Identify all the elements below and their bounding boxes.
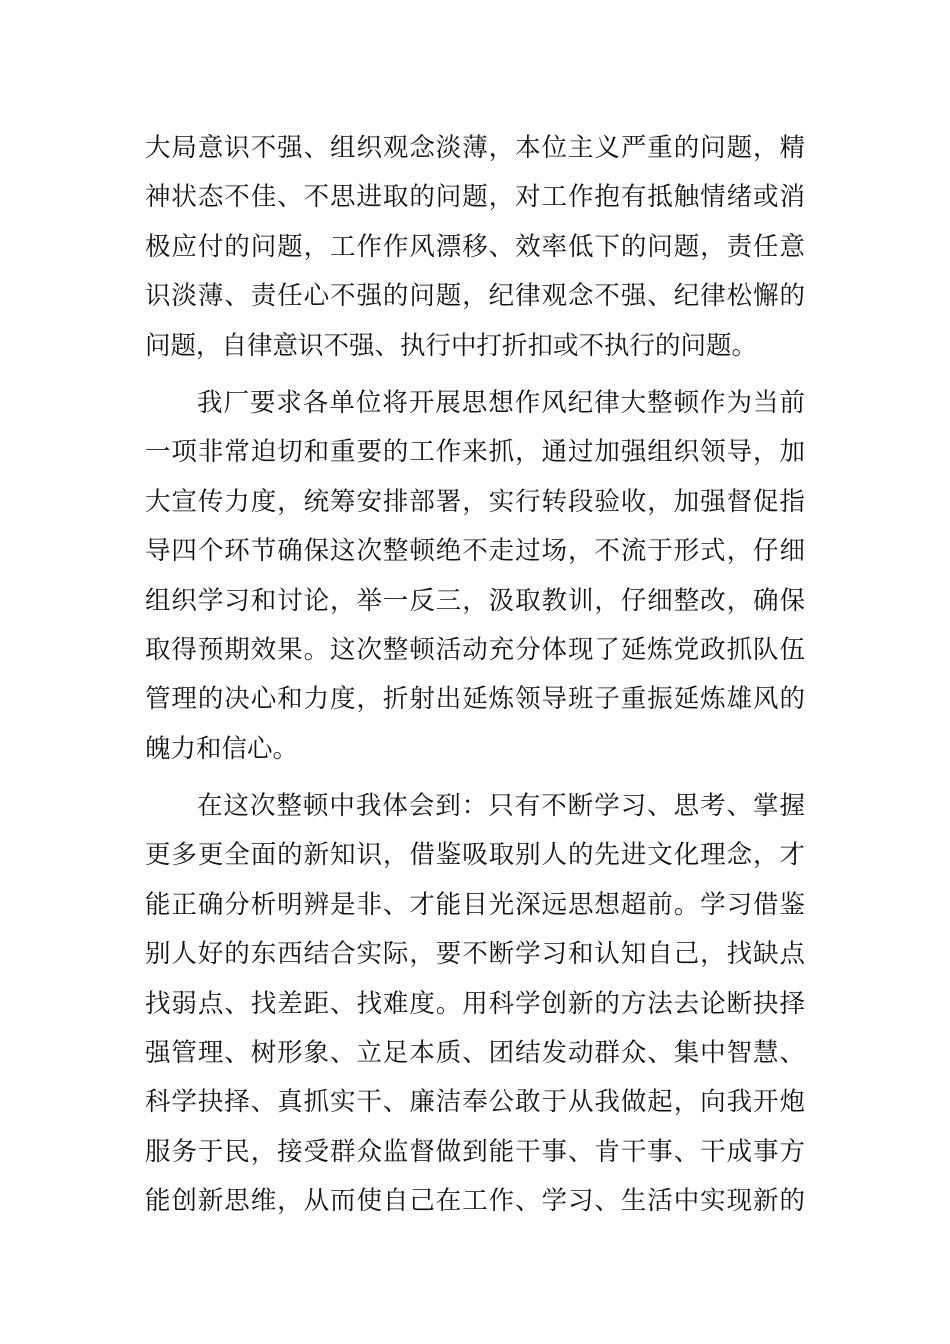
text-line: 极应付的问题，工作作风漂移、效率低下的问题，责任意 bbox=[145, 231, 805, 262]
text-line: 强管理、树形象、立足本质、团结发动群众、集中智慧、 bbox=[145, 1038, 805, 1069]
text-line: 识淡薄、责任心不强的问题，纪律观念不强、纪律松懈的 bbox=[145, 281, 805, 312]
text-line: 神状态不佳、不思进取的问题，对工作抱有抵触情绪或消 bbox=[145, 182, 805, 213]
text-line: 科学抉择、真抓实干、廉洁奉公敢于从我做起，向我开炮 bbox=[145, 1087, 805, 1118]
text-line: 问题，自律意识不强、执行中打折扣或不执行的问题。 bbox=[145, 330, 758, 361]
text-line: 管理的决心和力度，折射出延炼领导班子重振延炼雄风的 bbox=[145, 684, 805, 715]
document-body bbox=[145, 124, 805, 1227]
text-line: 我厂要求各单位将开展思想作风纪律大整顿作为当前 bbox=[197, 387, 805, 418]
text-line: 找弱点、找差距、找难度。用科学创新的方法去论断抉择 bbox=[145, 988, 805, 1019]
paragraph-3 bbox=[145, 782, 805, 1227]
paragraph-2 bbox=[145, 379, 805, 774]
paragraph-1 bbox=[145, 124, 805, 371]
text-line: 别人好的东西结合实际，要不断学习和认知自己，找缺点 bbox=[145, 939, 805, 970]
text-line: 大局意识不强、组织观念淡薄，本位主义严重的问题，精 bbox=[145, 133, 805, 163]
text-line: 取得预期效果。这次整顿活动充分体现了延炼党政抓队伍 bbox=[145, 634, 805, 665]
text-line: 能正确分析明辨是非、才能目光深远思想超前。学习借鉴 bbox=[145, 889, 805, 920]
text-line: 能创新思维，从而使自己在工作、学习、生活中实现新的 bbox=[145, 1186, 805, 1217]
text-line: 服务于民，接受群众监督做到能干事、肯干事、干成事方 bbox=[145, 1136, 805, 1167]
text-line: 大宣传力度，统筹安排部署，实行转段验收，加强督促指 bbox=[145, 486, 805, 517]
text-line: 魄力和信心。 bbox=[145, 733, 299, 764]
text-line: 导四个环节确保这次整顿绝不走过场，不流于形式，仔细 bbox=[145, 536, 805, 567]
text-line: 组织学习和讨论，举一反三，汲取教训，仔细整改，确保 bbox=[145, 585, 805, 616]
text-line: 更多更全面的新知识，借鉴吸取别人的先进文化理念，才 bbox=[145, 840, 805, 871]
text-line: 一项非常迫切和重要的工作来抓，通过加强组织领导，加 bbox=[145, 437, 805, 468]
text-line: 在这次整顿中我体会到：只有不断学习、思考、掌握 bbox=[197, 791, 805, 822]
